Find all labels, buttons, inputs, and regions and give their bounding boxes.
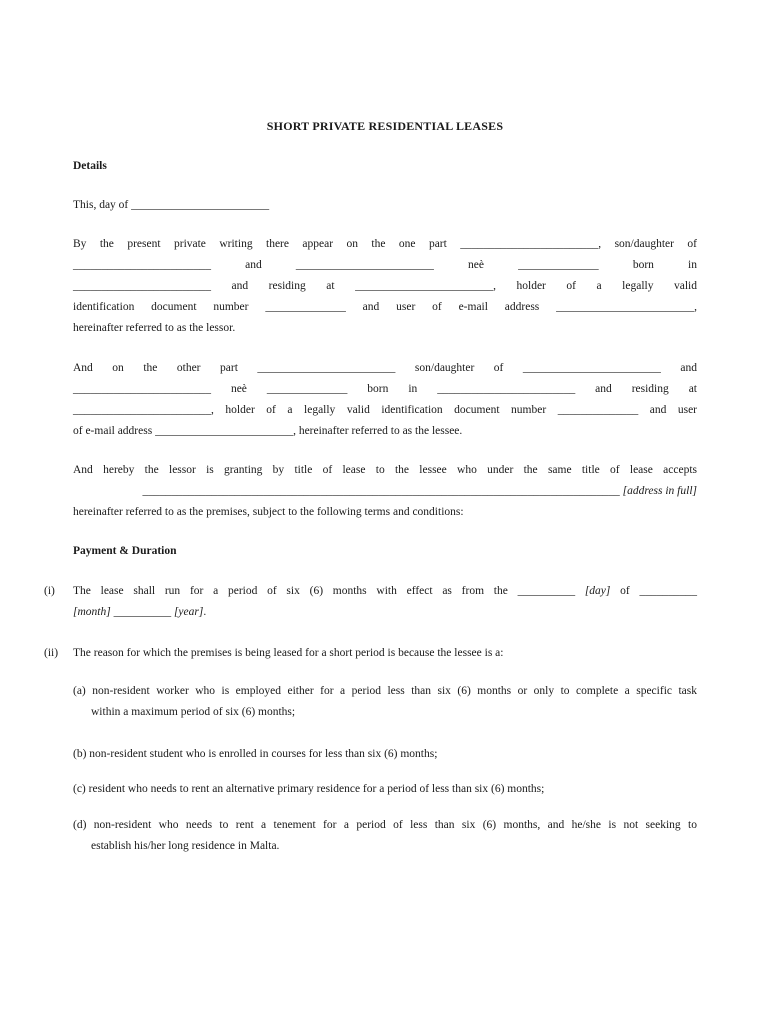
document-title: SHORT PRIVATE RESIDENTIAL LEASES <box>266 119 504 133</box>
year-label: [year] <box>173 606 204 618</box>
clause-ii-number: (ii) <box>44 647 59 659</box>
year-blank: __________ <box>110 606 174 618</box>
lessor-line-4: identification document number ______________ and user of e-mail address ________________________, <box>73 301 697 313</box>
sub-d-line-2: establish his/her long residence in Malta. <box>91 840 280 852</box>
payment-duration-heading: Payment & Duration <box>73 545 177 557</box>
lessee-line-2: ________________________ neè ______________ born in ________________________ and residing at <box>73 383 697 395</box>
clause-i-number: (i) <box>44 585 55 597</box>
lessee-line-3: ________________________, holder of a legally valid identification document number ______________ and user <box>73 404 697 416</box>
clause-i-end: . <box>203 606 207 618</box>
month-label: [month] <box>73 606 111 618</box>
address-label: [address in full] <box>622 485 697 497</box>
date-line: This, day of ________________________ <box>73 199 270 211</box>
premises-line-1: And hereby the lessor is granting by title of lease to the lessee who under the same title of lease accepts <box>73 464 697 476</box>
lessee-line-4: of e-mail address ________________________, hereinafter referred to as the lessee. <box>73 425 463 437</box>
lessor-line-3: ________________________ and residing at ________________________, holder of a legally valid <box>73 280 697 292</box>
sub-d-line-1: (d) non-resident who needs to rent a tenement for a period of less than six (6) months, and he/she is not seeking to <box>73 819 697 831</box>
clause-i-line-1 <box>73 581 697 602</box>
clause-i-of: of __________ <box>610 585 697 597</box>
clause-ii-text: The reason for which the premises is being leased for a short period is because the lessee is a: <box>73 647 504 659</box>
details-heading: Details <box>73 160 107 172</box>
clause-i-text: The lease shall run for a period of six (6) months with effect as from the __________ <box>73 585 585 597</box>
premises-line-2 <box>73 481 697 502</box>
lessor-line-1: By the present private writing there appear on the one part ________________________, son/daughter of <box>73 238 697 250</box>
sub-a-line-1: (a) non-resident worker who is employed either for a period less than six (6) months or only to complete a specific task <box>73 685 697 697</box>
premises-line-3: hereinafter referred to as the premises, subject to the following terms and conditions: <box>73 506 464 518</box>
sub-c: (c) resident who needs to rent an alternative primary residence for a period of less than six (6) months; <box>73 783 545 795</box>
lessee-line-1: And on the other part ________________________ son/daughter of ________________________ and <box>73 362 697 374</box>
address-blank: ___________________________________________________________________________________ <box>142 485 620 497</box>
sub-b: (b) non-resident student who is enrolled in courses for less than six (6) months; <box>73 748 438 760</box>
lessor-line-2: ________________________ and ________________________ neè ______________ born in <box>73 259 697 271</box>
clause-i-line-2 <box>73 602 697 623</box>
day-label: [day] <box>584 585 611 597</box>
lessor-line-5: hereinafter referred to as the lessor. <box>73 322 236 334</box>
sub-a-line-2: within a maximum period of six (6) months; <box>91 706 296 718</box>
